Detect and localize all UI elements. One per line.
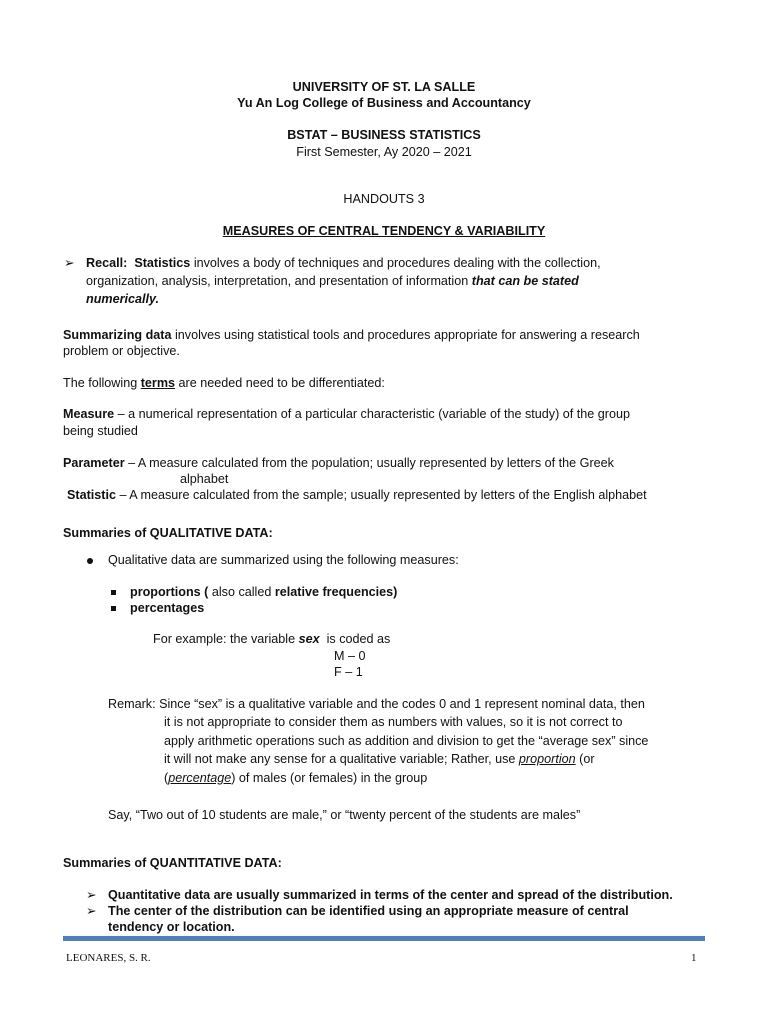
course-title: BSTAT – BUSINESS STATISTICS xyxy=(287,128,481,142)
measure-definition-line1: Measure – a numerical representation of a particular characteristic (variable of the study) of the group xyxy=(63,407,631,421)
remark-line4: it will not make any sense for a qualitative variable; Rather, use proportion (or xyxy=(164,752,595,766)
terms-intro: The following terms are needed need to be differentiated: xyxy=(63,376,385,390)
recall-line1: Recall: Statistics involves a body of techniques and procedures dealing with the collection, xyxy=(86,256,601,270)
qualitative-heading: Summaries of QUALITATIVE DATA: xyxy=(63,526,273,540)
percentages-item: percentages xyxy=(130,601,205,615)
proportions-item: proportions ( also called relative frequencies) xyxy=(130,585,398,599)
code-female: F – 1 xyxy=(334,665,363,679)
quantitative-heading: Summaries of QUANTITATIVE DATA: xyxy=(63,856,282,870)
parameter-definition-line2: alphabet xyxy=(180,472,229,486)
handout-number: HANDOUTS 3 xyxy=(343,192,425,206)
quantitative-bullet1: Quantitative data are usually summarized in terms of the center and spread of the distribution. xyxy=(108,888,673,902)
remark-line5: (percentage) of males (or females) in the group xyxy=(164,771,428,785)
remark-line2: it is not appropriate to consider them as numbers with values, so it is not correct to xyxy=(164,715,623,729)
arrow-bullet-icon: ➢ xyxy=(64,256,75,270)
measure-definition-line2: being studied xyxy=(63,424,138,438)
square-bullet-icon xyxy=(111,600,116,617)
example-line: For example: the variable sex is coded as xyxy=(153,632,391,646)
footer-page-number: 1 xyxy=(691,952,697,964)
college-name: Yu An Log College of Business and Accountancy xyxy=(237,96,531,110)
arrow-bullet-icon: ➢ xyxy=(86,904,97,918)
summarizing-line2: problem or objective. xyxy=(63,344,180,358)
footer-rule xyxy=(63,936,705,941)
bullet-dot-icon xyxy=(87,552,93,569)
remark-line1: Remark: Since “sex” is a qualitative variable and the codes 0 and 1 represent nominal data, then xyxy=(108,697,645,711)
parameter-definition-line1: Parameter – A measure calculated from the population; usually represented by letters of the Greek xyxy=(63,456,614,470)
semester: First Semester, Ay 2020 – 2021 xyxy=(296,145,472,159)
statistic-definition: Statistic – A measure calculated from the sample; usually represented by letters of the English alphabet xyxy=(67,488,647,502)
recall-line3: numerically. xyxy=(86,292,160,306)
arrow-bullet-icon: ➢ xyxy=(86,888,97,902)
summarizing-line1: Summarizing data involves using statistical tools and procedures appropriate for answering a research xyxy=(63,328,640,342)
square-bullet-icon xyxy=(111,584,116,601)
quantitative-bullet2-line2: tendency or location. xyxy=(108,920,235,934)
quantitative-bullet2-line1: The center of the distribution can be identified using an appropriate measure of central xyxy=(108,904,629,918)
footer-author: LEONARES, S. R. xyxy=(66,952,151,964)
example-statement: Say, “Two out of 10 students are male,” or “twenty percent of the students are males” xyxy=(108,808,581,822)
recall-line2: organization, analysis, interpretation, and presentation of information that can be stated xyxy=(86,274,579,288)
qualitative-bullet: Qualitative data are summarized using the following measures: xyxy=(108,553,459,567)
remark-line3: apply arithmetic operations such as addition and division to get the “average sex” since xyxy=(164,734,649,748)
topic-title: MEASURES OF CENTRAL TENDENCY & VARIABILITY xyxy=(222,224,546,238)
university-name: UNIVERSITY OF ST. LA SALLE xyxy=(292,80,476,94)
code-male: M – 0 xyxy=(334,649,366,663)
